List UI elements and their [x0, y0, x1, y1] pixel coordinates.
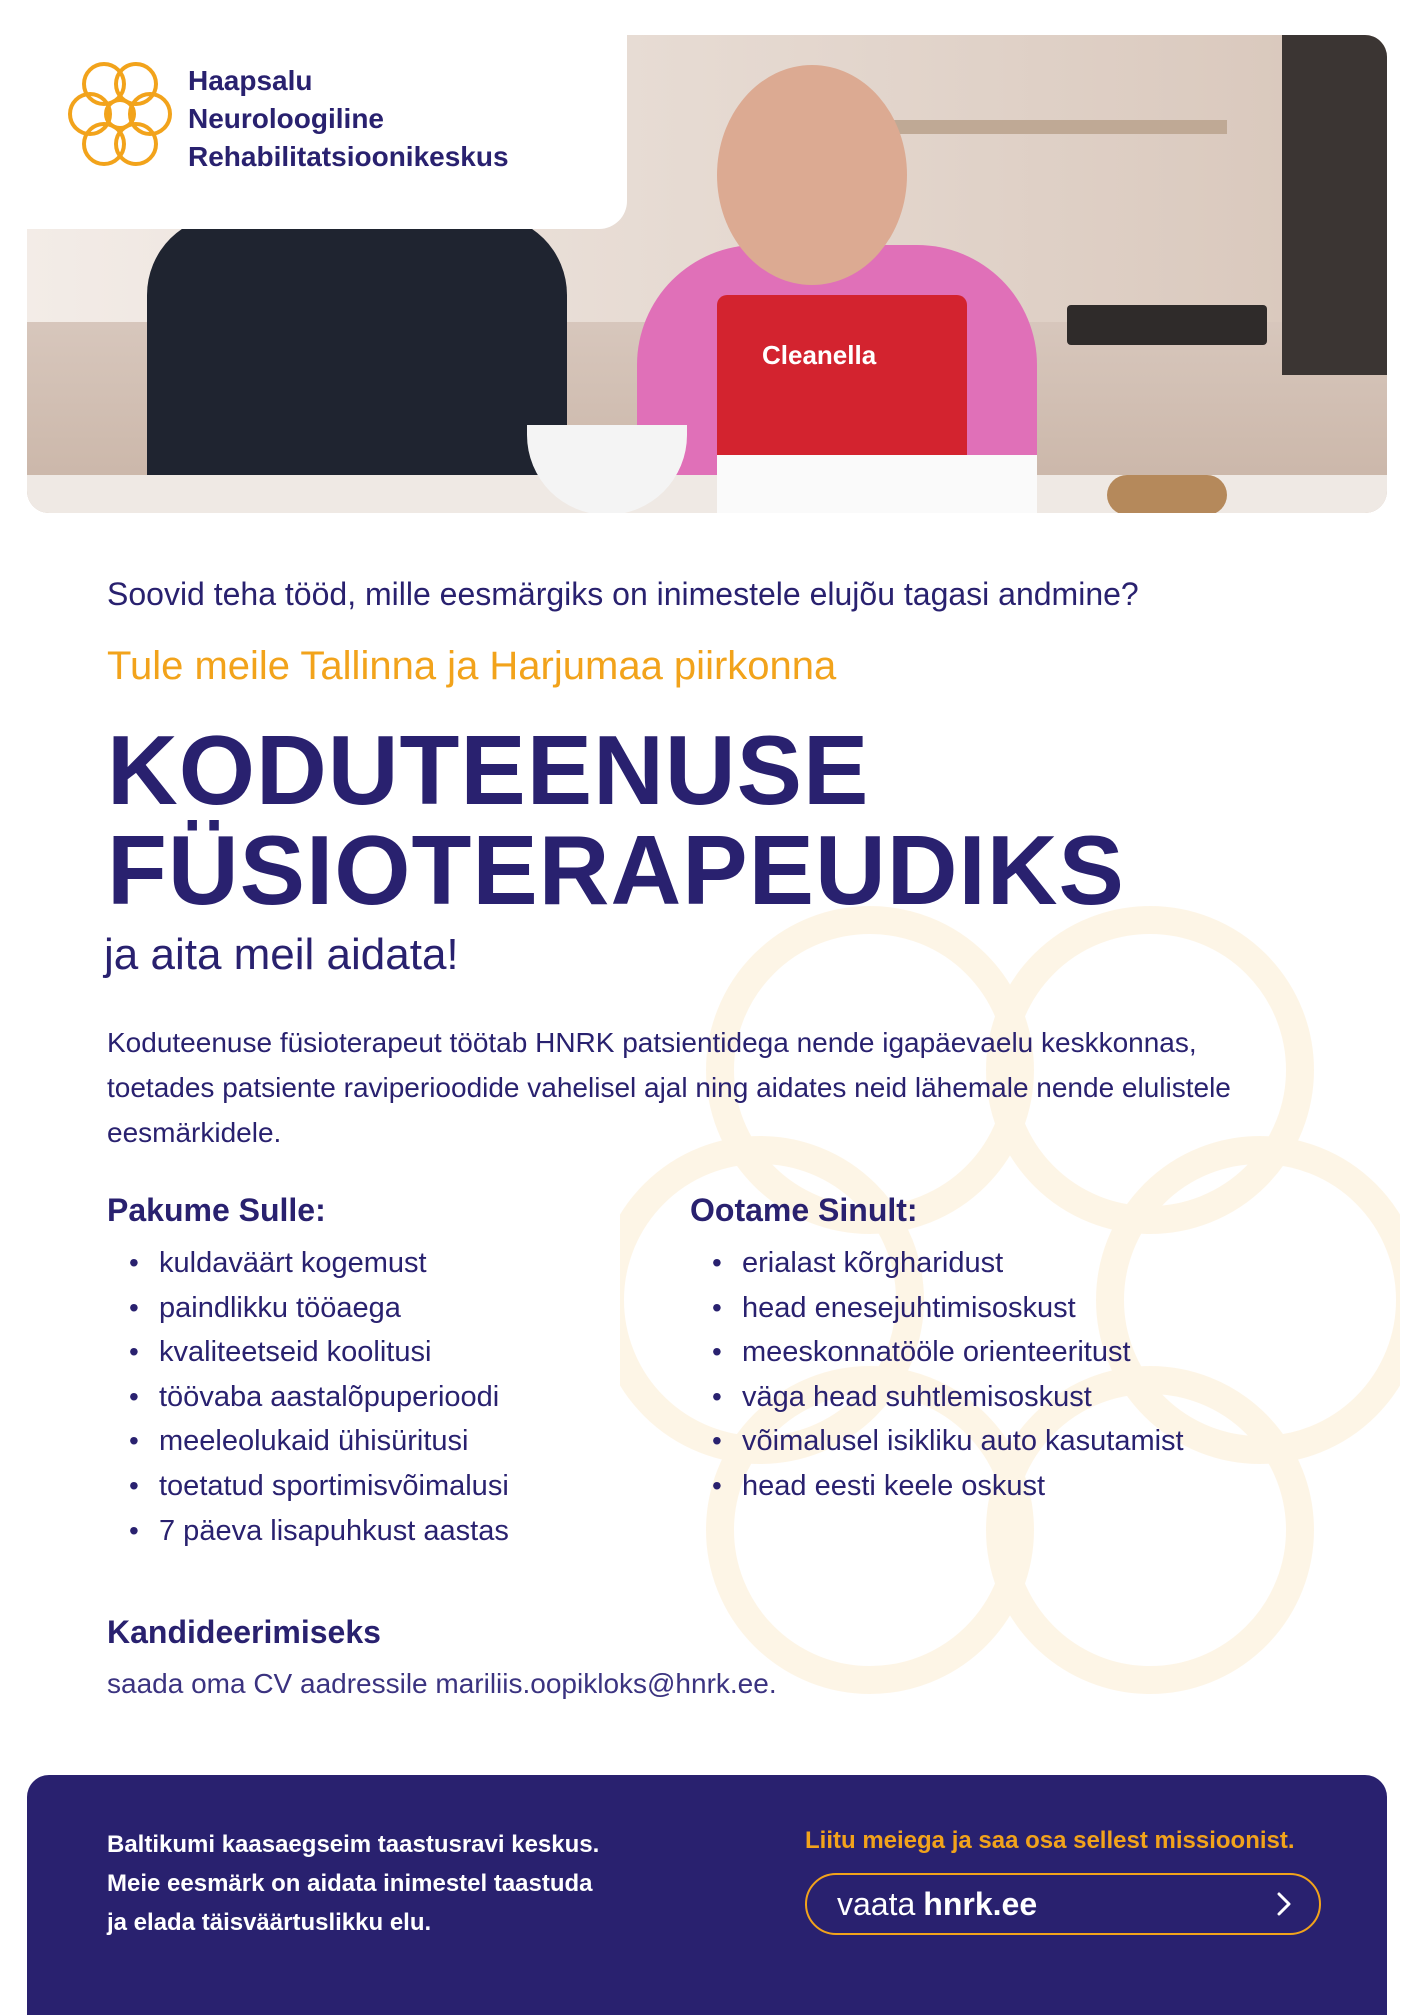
list-item: • 7 päeva lisapuhkust aastas: [107, 1509, 509, 1554]
logo-line-1: Haapsalu: [188, 65, 313, 96]
list-item: • head enesejuhtimisoskust: [690, 1286, 1184, 1331]
list-item: • võimalusel isikliku auto kasutamist: [690, 1419, 1184, 1464]
apply-title: Kandideerimiseks: [107, 1614, 381, 1650]
footer-line-2: Meie eesmärk on aidata inimestel taastuda: [107, 1870, 593, 1897]
job-title-line-1: KODUTEENUSE: [107, 715, 870, 825]
list-item: • erialast kõrgharidust: [690, 1241, 1184, 1286]
offer-list: [107, 1241, 509, 1553]
flower-logo-icon: [64, 58, 176, 170]
footer-line-1: Baltikumi kaasaegseim taastusravi keskus.: [107, 1831, 600, 1858]
list-item: • toetatud sportimisvõimalusi: [107, 1464, 509, 1509]
list-item: • väga head suhtlemisoskust: [690, 1375, 1184, 1420]
job-title-line-2: FÜSIOTERAPEUDIKS: [107, 815, 1125, 925]
chevron-right-icon: [1269, 1889, 1299, 1919]
list-item: • kvaliteetseid koolitusi: [107, 1330, 509, 1375]
organization-name: [188, 62, 509, 176]
offer-section: [107, 1192, 509, 1553]
footer-line-3: ja elada täisväärtuslikku elu.: [107, 1909, 432, 1936]
job-title-heading: [107, 715, 1125, 925]
apply-instructions[interactable]: saada oma CV aadressile mariliis.oopikloks@hnrk.ee.: [107, 1668, 777, 1699]
list-item: • meeleolukaid ühisüritusi: [107, 1419, 509, 1464]
apron-logo-text: Cleanella: [762, 340, 877, 370]
requirements-list: [690, 1241, 1184, 1509]
requirements-section: [690, 1192, 1184, 1509]
list-item: • meeskonnatööle orienteeritust: [690, 1330, 1184, 1375]
job-description: Koduteenuse füsioterapeut töötab HNRK patsientidega nende igapäevaelu keskkonnas, toetades patsiente raviperioodide vahelisel ajal ning aidates neid lähemale nende elulistele eesmärkidele.: [107, 1027, 1231, 1148]
list-item: • töövaba aastalõpuperioodi: [107, 1375, 509, 1420]
list-item: • head eesti keele oskust: [690, 1464, 1184, 1509]
list-item: • kuldaväärt kogemust: [107, 1241, 509, 1286]
tagline: ja aita meil aidata!: [104, 930, 459, 979]
location-subheading: Tule meile Tallinna ja Harjumaa piirkonna: [107, 644, 837, 688]
intro-question: Soovid teha tööd, mille eesmärgiks on inimestele elujõu tagasi andmine?: [107, 576, 1139, 612]
requirements-title: Ootame Sinult:: [690, 1192, 918, 1228]
offer-title: Pakume Sulle:: [107, 1192, 326, 1228]
logo-line-2: Neuroloogiline: [188, 103, 384, 134]
website-button-domain: hnrk.ee: [923, 1885, 1038, 1922]
list-item: • paindlikku tööaega: [107, 1286, 509, 1331]
website-button-prefix: vaata: [837, 1885, 916, 1922]
footer-call-to-action: Liitu meiega ja saa osa sellest missioonist.: [805, 1827, 1295, 1854]
website-button[interactable]: [805, 1873, 1321, 1935]
footer-banner: [27, 1775, 1387, 2015]
footer-mission: [107, 1825, 599, 1942]
logo-line-3: Rehabilitatsioonikeskus: [188, 141, 509, 172]
